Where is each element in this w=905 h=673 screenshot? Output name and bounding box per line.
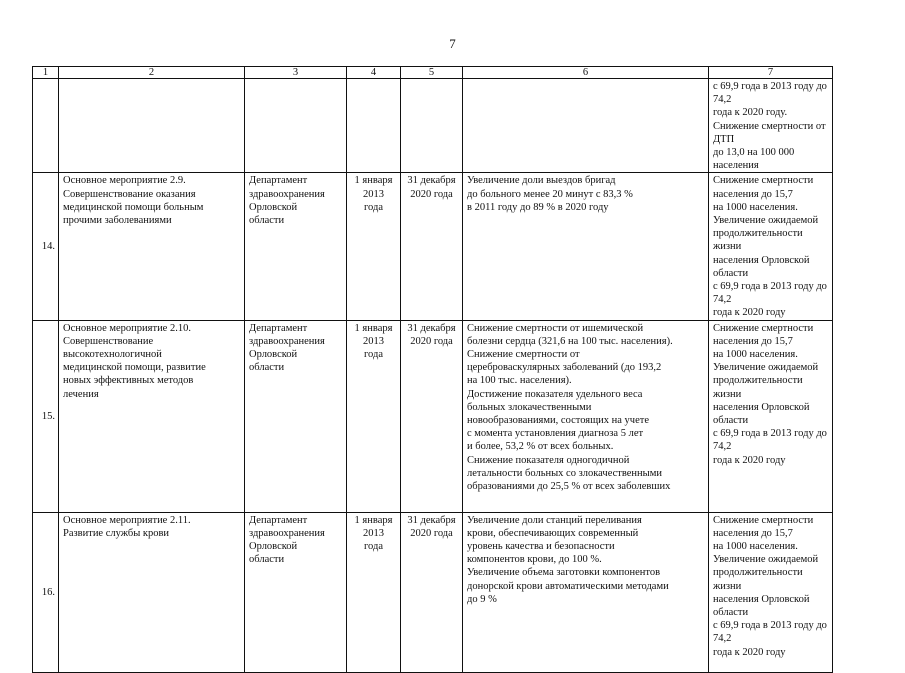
indicators-cell (709, 320, 833, 512)
end-date-text: 31 декабря 2020 года (407, 322, 456, 347)
table-row (33, 320, 833, 512)
executor-text: Департамент здравоохранения Орловской области (249, 175, 325, 227)
results-cell (463, 79, 709, 173)
row-number-cell: 15. (33, 320, 59, 512)
results-cell (463, 320, 709, 512)
start-date-text: 1 января 2013 года (354, 322, 393, 361)
end-date-cell (401, 320, 463, 512)
start-date-cell (347, 79, 401, 173)
column-number: 5 (401, 67, 463, 79)
results-text: Снижение смертности от ишемической болезни сердца (321,6 на 100 тыс. населения). Снижение смертности от цереброваскулярных заболеваний (до 193,2 на 100 тыс. населения). Достижение показателя удельного веса больных злокачественными новообразованиями, состоящих на учете с момента установления диагноза 5 лет и более, 53,2 % от всех больных. Снижение показателя одногодичной летальности больных со злокачественными образованиями до 25,5 % от всех заболевших (467, 322, 673, 493)
table-row (33, 173, 833, 320)
end-date-cell (401, 173, 463, 320)
indicators-cell (709, 79, 833, 173)
end-date-cell (401, 79, 463, 173)
column-number-row (33, 67, 833, 79)
end-date-text: 31 декабря 2020 года (407, 514, 456, 539)
measure-cell (59, 173, 245, 320)
indicators-cell (709, 512, 833, 672)
executor-text: Департамент здравоохранения Орловской области (249, 322, 325, 374)
measure-text: Основное мероприятие 2.10. Совершенствование высокотехнологичной медицинской помощи, развитие новых эффективных методов лечения (63, 322, 206, 400)
measure-cell (59, 79, 245, 173)
start-date-cell (347, 320, 401, 512)
indicators-text: Снижение смертности населения до 15,7 на 1000 населения. Увеличение ожидаемой продолжительности жизни населения Орловской области с 69,9 года в 2013 году до 74,2 года к 2020 году (713, 514, 827, 658)
results-text: Увеличение доли выездов бригад до больного менее 20 минут с 83,3 % в 2011 году до 89 % в 2020 году (467, 175, 633, 213)
row-number-cell (33, 79, 59, 173)
results-cell (463, 173, 709, 320)
measure-text: Основное мероприятие 2.11. Развитие службы крови (63, 514, 191, 539)
executor-cell (245, 320, 347, 512)
program-measures-table (32, 66, 833, 673)
indicators-cell (709, 173, 833, 320)
row-number-cell: 16. (33, 512, 59, 672)
start-date-text: 1 января 2013 года (354, 175, 393, 213)
column-number: 4 (347, 67, 401, 79)
executor-cell (245, 512, 347, 672)
executor-cell (245, 79, 347, 173)
measure-text: Основное мероприятие 2.9. Совершенствование оказания медицинской помощи больным прочими заболеваниями (63, 175, 204, 227)
table-row-continuation (33, 79, 833, 173)
start-date-text: 1 января 2013 года (354, 514, 393, 553)
results-text: Увеличение доли станций переливания крови, обеспечивающих современный уровень качества и безопасности компонентов крови, до 100 %. Увеличение объема заготовки компонентов донорской крови автоматическими методами до 9 % (467, 514, 669, 605)
column-number: 3 (245, 67, 347, 79)
row-number-cell: 14. (33, 173, 59, 320)
executor-text: Департамент здравоохранения Орловской области (249, 514, 325, 566)
end-date-text: 31 декабря 2020 года (407, 175, 456, 200)
indicators-text: Снижение смертности населения до 15,7 на 1000 населения. Увеличение ожидаемой продолжительности жизни населения Орловской области с 69,9 года в 2013 году до 74,2 года к 2020 году (713, 322, 827, 466)
table-row (33, 512, 833, 672)
column-number: 2 (59, 67, 245, 79)
column-number: 1 (33, 67, 59, 79)
results-cell (463, 512, 709, 672)
indicators-text: с 69,9 года в 2013 году до 74,2 года к 2020 году. Снижение смертности от ДТП до 13,0 на 100 000 населения (713, 81, 827, 172)
start-date-cell (347, 512, 401, 672)
measure-cell (59, 512, 245, 672)
column-number: 6 (463, 67, 709, 79)
executor-cell (245, 173, 347, 320)
indicators-text: Снижение смертности населения до 15,7 на 1000 населения. Увеличение ожидаемой продолжительности жизни населения Орловской области с 69,9 года в 2013 году до 74,2 года к 2020 году (713, 175, 827, 319)
end-date-cell (401, 512, 463, 672)
page-number: 7 (449, 36, 456, 51)
measure-cell (59, 320, 245, 512)
column-number: 7 (709, 67, 833, 79)
start-date-cell (347, 173, 401, 320)
